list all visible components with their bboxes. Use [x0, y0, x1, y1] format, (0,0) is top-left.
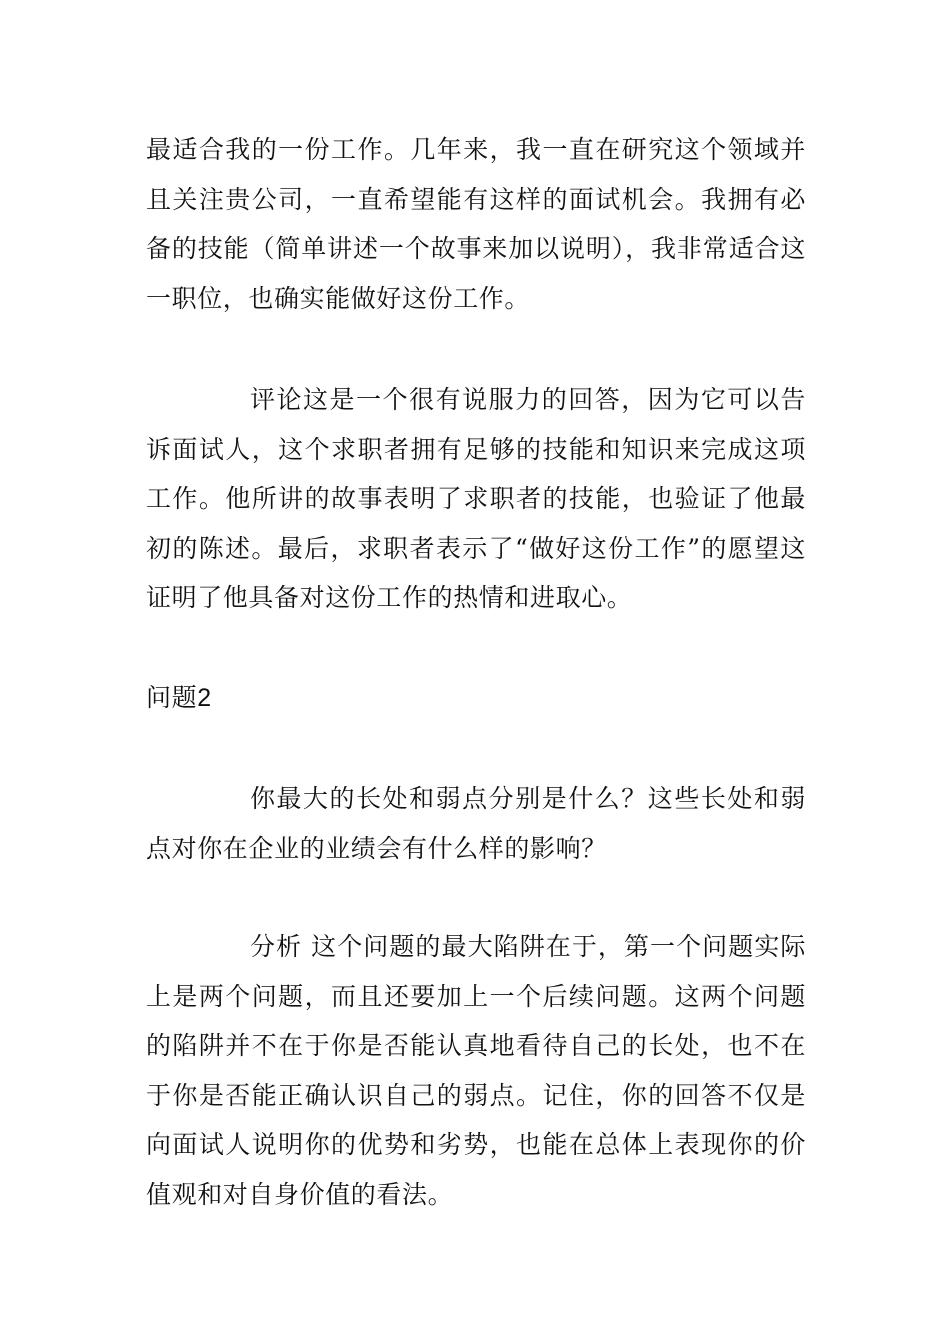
question-heading: [146, 673, 806, 724]
question-heading-number: 2: [197, 683, 212, 712]
question-heading-text: 问题: [146, 682, 198, 712]
paragraph-answer-continuation: 最适合我的一份工作。几年来，我一直在研究这个领域并且关注贵公司，一直希望能有这样的面试机会。我拥有必备的技能（简单讲述一个故事来加以说明），我非常适合这一职位，也确实能做好这份工作。: [146, 135, 806, 313]
paragraph-question: 你最大的长处和弱点分别是什么？这些长处和弱点对你在企业的业绩会有什么样的影响？: [146, 784, 806, 863]
document-page: [146, 125, 806, 1219]
paragraph-commentary: 评论这是一个很有说服力的回答，因为它可以告诉面试人，这个求职者拥有足够的技能和知识来完成这项工作。他所讲的故事表明了求职者的技能，也验证了他最初的陈述。最后，求职者表示了“做好这份工作”的愿望这证明了他具备对这份工作的热情和进取心。: [146, 385, 806, 612]
paragraph-analysis: 分析 这个问题的最大陷阱在于，第一个问题实际上是两个问题，而且还要加上一个后续问题。这两个问题的陷阱并不在于你是否能认真地看待自己的长处，也不在于你是否能正确认识自己的弱点。记住，你的回答不仅是向面试人说明你的优势和劣势，也能在总体上表现你的价值观和对自身价值的看法。: [146, 932, 806, 1209]
